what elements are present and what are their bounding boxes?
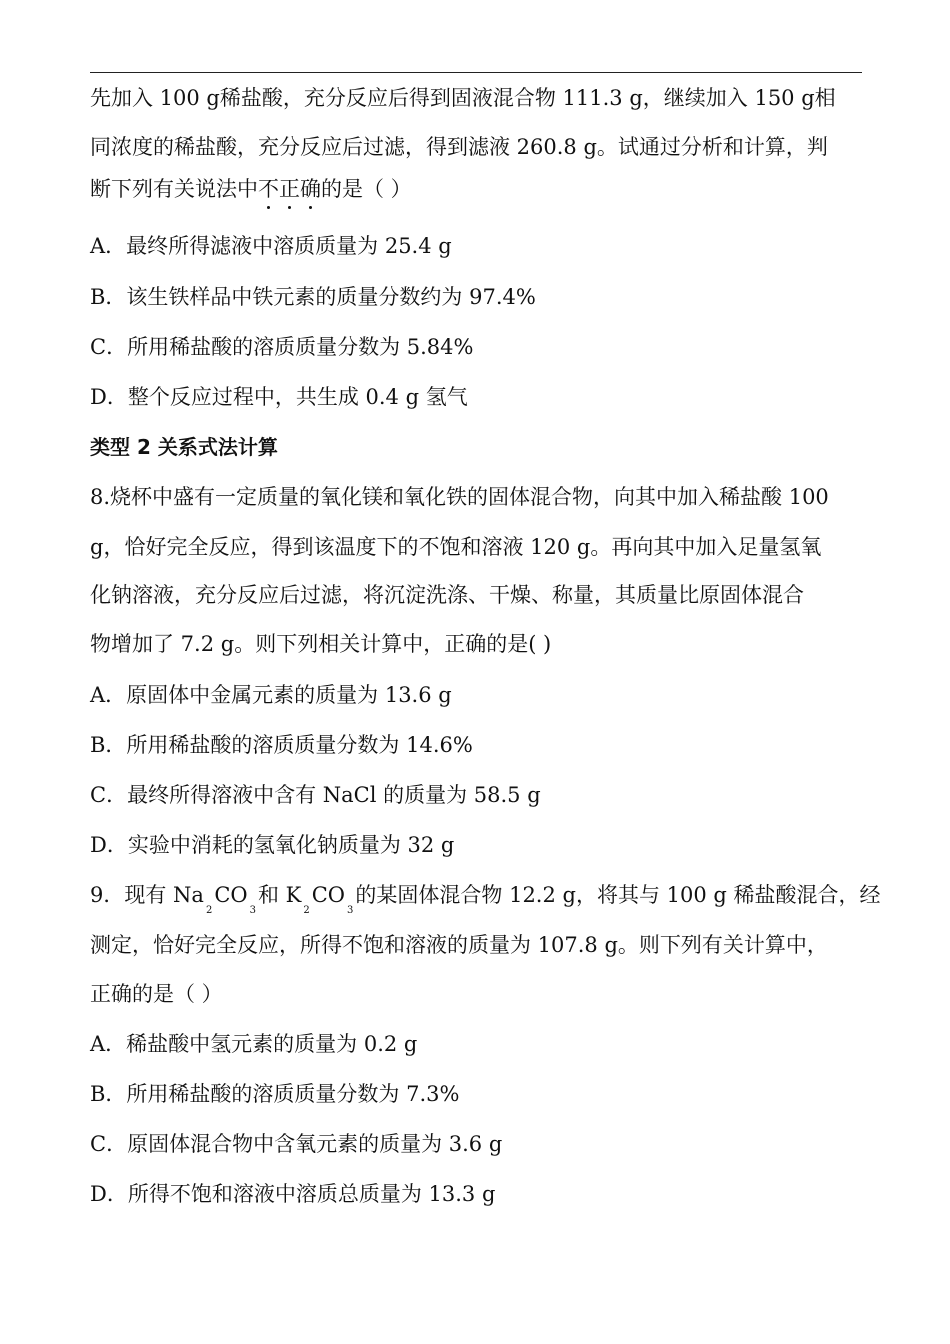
q9-line-3: 正确的是（ ） — [90, 982, 223, 1006]
q8-line-2: g，恰好完全反应，得到该温度下的不饱和溶液 120 g。再向其中加入足量氢氧 — [90, 535, 822, 559]
q9-option-c: C．原固体混合物中含氧元素的质量为 3.6 g — [90, 1132, 503, 1156]
q7-line-3-suffix: 的是（ ） — [321, 177, 412, 201]
q9-line-2: 测定，恰好完全反应，所得不饱和溶液的质量为 107.8 g。则下列有关计算中， — [90, 933, 828, 957]
q7-line-2: 同浓度的稀盐酸，充分反应后过滤，得到滤液 260.8 g。试通过分析和计算，判 — [90, 135, 828, 159]
emphasis-char: 确 — [300, 177, 321, 201]
q7-option-a: A．最终所得滤液中溶质质量为 25.4 g — [90, 234, 452, 258]
header-rule — [90, 72, 862, 73]
q9-text: 和 K — [257, 883, 302, 907]
emphasis-char: 正 — [279, 177, 300, 201]
subscript: 3 — [347, 905, 354, 916]
q8-line-1: 8.烧杯中盛有一定质量的氧化镁和氧化铁的固体混合物，向其中加入稀盐酸 100 — [90, 485, 829, 509]
q8-option-a: A．原固体中金属元素的质量为 13.6 g — [90, 683, 452, 707]
q9-text: 的某固体混合物 12.2 g，将其与 100 g 稀盐酸混合，经 — [355, 883, 881, 907]
q9-option-b: B．所用稀盐酸的溶质质量分数为 7.3% — [90, 1082, 460, 1106]
q9-text: CO — [214, 883, 248, 907]
subscript: 3 — [249, 905, 256, 916]
q7-option-b: B．该生铁样品中铁元素的质量分数约为 97.4% — [90, 285, 536, 309]
q8-line-3: 化钠溶液，充分反应后过滤，将沉淀洗涤、干燥、称量，其质量比原固体混合 — [90, 583, 804, 607]
q9-text: CO — [311, 883, 346, 907]
q7-line-1: 先加入 100 g稀盐酸，充分反应后得到固液混合物 111.3 g，继续加入 150 g相 — [90, 86, 836, 110]
q9-line-1 — [90, 881, 880, 914]
q9-text: 9．现有 Na — [90, 883, 204, 907]
q8-line-4: 物增加了 7.2 g。则下列相关计算中，正确的是( ) — [90, 632, 552, 656]
subscript: 2 — [205, 905, 213, 916]
q7-line-3 — [90, 175, 880, 203]
q9-option-d: D．所得不饱和溶液中溶质总质量为 13.3 g — [90, 1182, 496, 1206]
emphasis-char: 不 — [258, 177, 279, 201]
section-heading: 类型 2 关系式法计算 — [90, 435, 278, 459]
q7-option-d: D．整个反应过程中，共生成 0.4 g 氢气 — [90, 385, 468, 409]
q8-option-b: B．所用稀盐酸的溶质质量分数为 14.6% — [90, 733, 473, 757]
q7-line-3-prefix: 断下列有关说法中 — [90, 177, 258, 201]
subscript: 2 — [303, 905, 310, 916]
q8-option-d: D．实验中消耗的氢氧化钠质量为 32 g — [90, 833, 455, 857]
q7-option-c: C．所用稀盐酸的溶质质量分数为 5.84% — [90, 335, 474, 359]
q9-option-a: A．稀盐酸中氢元素的质量为 0.2 g — [90, 1032, 418, 1056]
q8-option-c: C．最终所得溶液中含有 NaCl 的质量为 58.5 g — [90, 783, 541, 807]
